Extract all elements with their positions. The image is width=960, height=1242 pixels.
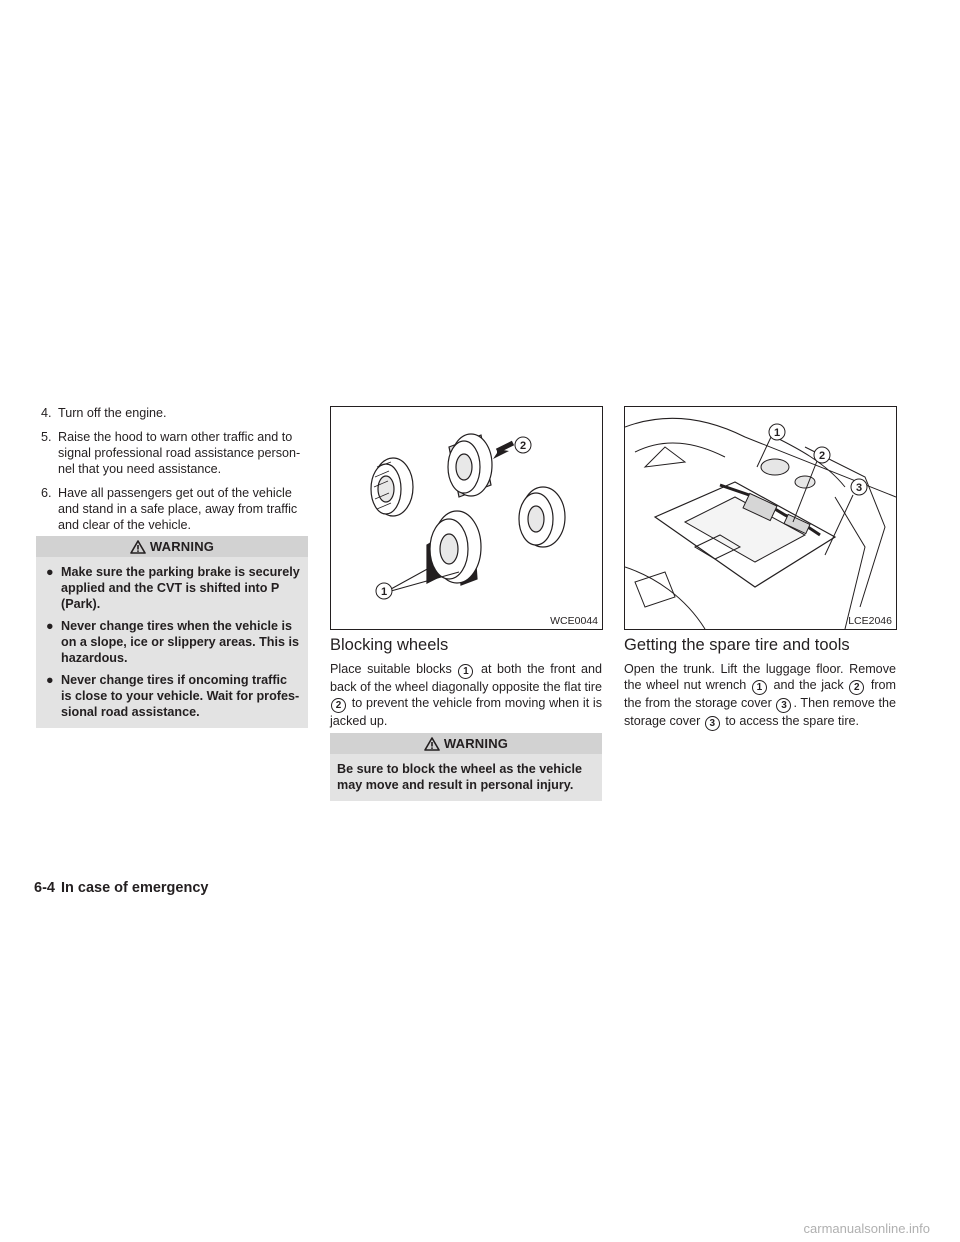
spare-paragraph: [624, 661, 896, 731]
callout-ref: 2: [331, 698, 346, 713]
figure-code: LCE2046: [848, 615, 892, 627]
warning-icon: [424, 737, 440, 751]
callout-ref: 3: [776, 698, 791, 713]
warning-item-text: Never change tires if oncoming traffic is close to your vehicle. Wait for professional road assistance.: [61, 673, 300, 719]
warning-body: [330, 754, 602, 801]
callout-ref: 2: [849, 680, 864, 695]
wheel-blocks-illustration: [331, 407, 602, 629]
step-list: [36, 405, 308, 541]
warning-body: [36, 557, 308, 728]
warning-header: [36, 536, 308, 557]
text: Open the trunk. Lift the luggage floor. Remove the wheel nut wrench: [624, 662, 896, 692]
text: . Then remove the storage cover: [624, 696, 897, 728]
warning-box-block-wheel: [330, 733, 602, 801]
text: Place suitable blocks: [330, 662, 452, 676]
callout-1: 1: [773, 427, 781, 439]
bullet-icon: ●: [46, 565, 54, 579]
callout-2: 2: [818, 450, 826, 462]
list-item: [36, 429, 308, 477]
callout-ref: 1: [752, 680, 767, 695]
section-name: In case of emergency: [60, 880, 209, 896]
warning-item-text: Make sure the parking brake is securely applied and the CVT is shifted into P (Park).: [61, 565, 300, 611]
page-number: 6-4: [34, 880, 55, 896]
warning-box-tire-change: [36, 536, 308, 728]
callout-1: 1: [380, 586, 388, 598]
warning-item: [43, 564, 301, 612]
warning-item: [43, 618, 301, 666]
warning-icon: [130, 540, 146, 554]
warning-header: [330, 733, 602, 754]
text: and the jack: [773, 678, 844, 692]
trunk-illustration: [625, 407, 896, 629]
callout-2: 2: [519, 440, 527, 452]
callout-3: 3: [855, 482, 863, 494]
warning-title: WARNING: [443, 736, 509, 751]
figure-spare-tire-tools: [624, 406, 897, 630]
bullet-icon: ●: [46, 673, 54, 687]
step-text: Have all passengers get out of the vehicle and stand in a safe place, away from traffic and clear of the vehicle.: [58, 486, 298, 532]
list-item: [36, 485, 308, 533]
warning-item-text: Never change tires when the vehicle is on a slope, ice or slippery areas. This is hazardous.: [61, 619, 299, 665]
bullet-icon: ●: [46, 619, 54, 633]
step-number: 6.: [41, 486, 52, 500]
text: to prevent the vehicle from moving when it is jacked up.: [330, 696, 603, 728]
warning-title: WARNING: [149, 539, 215, 554]
text: at both the front and back of the wheel diagonally opposite the flat tire: [330, 662, 603, 694]
figure-code: WCE0044: [550, 615, 598, 627]
step-text: Raise the hood to warn other traffic and to signal professional road assistance personnel that you need assistance.: [58, 430, 301, 476]
blocking-paragraph: [330, 661, 602, 729]
warning-text: Be sure to block the wheel as the vehicle may move and result in personal injury.: [337, 762, 582, 792]
text: from the from the storage cover: [624, 678, 897, 710]
list-item: [36, 405, 308, 421]
step-number: 4.: [41, 406, 52, 420]
figure-blocking-wheels: [330, 406, 603, 630]
step-number: 5.: [41, 430, 52, 444]
watermark[interactable]: carmanualsonline.info: [803, 1221, 930, 1236]
callout-ref: 3: [705, 716, 720, 731]
section-title-blocking-wheels: Blocking wheels: [330, 636, 449, 654]
warning-item: [43, 672, 301, 720]
callout-ref: 1: [458, 664, 473, 679]
page-footer: [34, 880, 208, 896]
section-title-spare-tire: Getting the spare tire and tools: [624, 636, 850, 654]
text: to access the spare tire.: [725, 714, 860, 728]
step-text: Turn off the engine.: [58, 406, 167, 420]
